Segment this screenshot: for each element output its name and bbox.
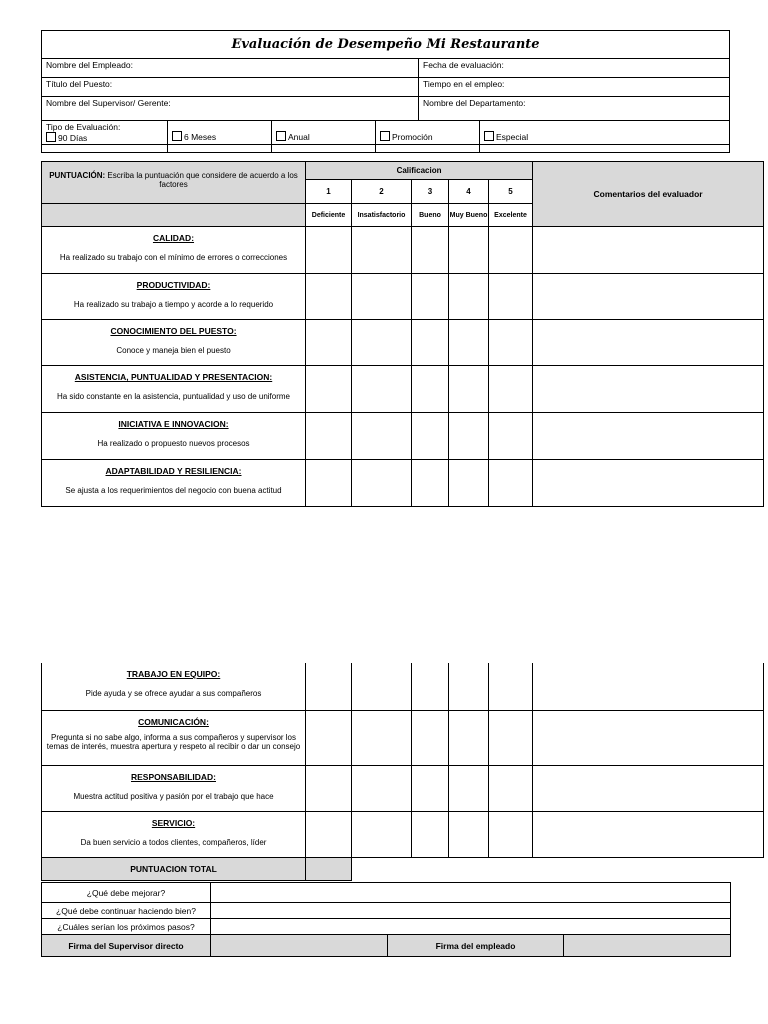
checkbox-90-days[interactable]	[46, 132, 56, 142]
criteria-name: TRABAJO EN EQUIPO:	[126, 669, 221, 679]
checkbox-promotion[interactable]	[380, 131, 390, 141]
criteria-description: Da buen servicio a todos clientes, compañeros, líder	[80, 837, 267, 847]
rating-cell-1[interactable]	[306, 227, 352, 274]
rating-cell-2[interactable]	[352, 765, 412, 811]
checkbox-special[interactable]	[484, 131, 494, 141]
criteria-cell	[42, 227, 306, 274]
criteria-row	[42, 710, 764, 765]
criteria-name: INICIATIVA E INNOVACION:	[118, 419, 229, 429]
rating-cell-1[interactable]	[306, 811, 352, 857]
criteria-name: CONOCIMIENTO DEL PUESTO:	[110, 326, 237, 336]
rating-cell-3[interactable]	[412, 460, 449, 507]
question-label: ¿Qué debe mejorar?	[42, 883, 211, 903]
criteria-description: Muestra actitud positiva y pasión por el trabajo que hace	[73, 791, 274, 801]
eval-type-6-months: 6 Meses	[184, 132, 217, 142]
criteria-name: SERVICIO:	[151, 817, 196, 828]
comments-cell[interactable]	[533, 227, 764, 274]
rating-cell-4[interactable]	[449, 366, 489, 413]
employee-name-field[interactable]: Nombre del Empleado:	[42, 59, 419, 78]
rating-cell-3[interactable]	[412, 811, 449, 857]
rating-cell-3[interactable]	[412, 274, 449, 320]
grid-blank-header	[42, 204, 306, 227]
criteria-description: Conoce y maneja bien el puesto	[116, 346, 231, 355]
rating-cell-4[interactable]	[449, 765, 489, 811]
score-instructions-text: Escriba la puntuación que considere de acuerdo a los factores	[105, 171, 298, 189]
criteria-cell	[42, 274, 306, 320]
rating-cell-5[interactable]	[489, 710, 533, 765]
rating-cell-1[interactable]	[306, 663, 352, 710]
comments-cell[interactable]	[533, 765, 764, 811]
criteria-name: ASISTENCIA, PUNTUALIDAD Y PRESENTACION:	[74, 372, 273, 382]
criteria-description: Se ajusta a los requerimientos del negocio con buena actitud	[65, 486, 282, 495]
criteria-name: COMUNICACIÓN:	[138, 716, 209, 727]
criteria-name: PRODUCTIVIDAD:	[136, 280, 211, 290]
rating-cell-1[interactable]	[306, 765, 352, 811]
rating-cell-4[interactable]	[449, 710, 489, 765]
rating-name-5: Excelente	[489, 204, 533, 227]
comments-cell[interactable]	[533, 413, 764, 460]
rating-name-1: Deficiente	[306, 204, 352, 227]
criteria-rows-2	[42, 663, 764, 857]
rating-cell-3[interactable]	[412, 765, 449, 811]
comments-cell[interactable]	[533, 320, 764, 366]
checkbox-6-months[interactable]	[172, 131, 182, 141]
criteria-name: ADAPTABILIDAD Y RESILIENCIA:	[105, 466, 242, 476]
eval-type-cell	[42, 121, 168, 145]
questions-table	[41, 882, 731, 957]
supervisor-signature-label: Firma del Supervisor directo	[42, 935, 211, 957]
rating-cell-2[interactable]	[352, 710, 412, 765]
rating-cell-4[interactable]	[449, 413, 489, 460]
rating-cell-5[interactable]	[489, 460, 533, 507]
criteria-row	[42, 460, 764, 507]
question-answer-field[interactable]	[211, 883, 731, 903]
question-answer-field[interactable]	[211, 903, 731, 919]
rating-cell-3[interactable]	[412, 663, 449, 710]
criteria-description: Pide ayuda y se ofrece ayudar a sus compañeros	[85, 689, 262, 698]
eval-date-field[interactable]: Fecha de evaluación:	[419, 59, 730, 78]
criteria-name: RESPONSABILIDAD:	[130, 771, 216, 782]
comments-cell[interactable]	[533, 460, 764, 507]
rating-cell-4[interactable]	[449, 320, 489, 366]
rating-name-4: Muy Bueno	[449, 204, 489, 227]
eval-type-cell	[376, 121, 480, 145]
criteria-cell	[42, 460, 306, 507]
supervisor-name-field[interactable]: Nombre del Supervisor/ Gerente:	[42, 97, 419, 121]
rating-cell-1[interactable]	[306, 274, 352, 320]
rating-cell-2[interactable]	[352, 811, 412, 857]
criteria-row	[42, 274, 764, 320]
time-in-job-field[interactable]: Tiempo en el empleo:	[419, 78, 730, 97]
rating-cell-2[interactable]	[352, 663, 412, 710]
comments-cell[interactable]	[533, 710, 764, 765]
criteria-description: Pregunta si no sabe algo, informa a sus compañeros y supervisor los temas de interés, muestra apertura y respeto al recibir o dar un consejo	[46, 732, 301, 751]
rating-number-1: 1	[306, 180, 352, 204]
rating-cell-4[interactable]	[449, 460, 489, 507]
rating-name-3: Bueno	[412, 204, 449, 227]
question-label: ¿Qué debe continuar haciendo bien?	[42, 903, 211, 919]
eval-type-cell	[272, 121, 376, 145]
criteria-description: Ha sido constante en la asistencia, puntualidad y uso de uniforme	[56, 392, 291, 401]
rating-cell-4[interactable]	[449, 663, 489, 710]
total-score-label: PUNTUACION TOTAL	[42, 857, 306, 880]
rating-cell-2[interactable]	[352, 227, 412, 274]
rating-number-3: 3	[412, 180, 449, 204]
criteria-row	[42, 413, 764, 460]
department-name-field[interactable]: Nombre del Departamento:	[419, 97, 730, 121]
employee-signature-field[interactable]	[564, 935, 731, 957]
rating-cell-3[interactable]	[412, 366, 449, 413]
eval-type-special: Especial	[496, 132, 529, 142]
employee-info-table	[41, 30, 730, 153]
criteria-row	[42, 663, 764, 710]
rating-cell-5[interactable]	[489, 274, 533, 320]
criteria-description: Ha realizado su trabajo con el mínimo de errores o correcciones	[59, 253, 288, 262]
rating-cell-4[interactable]	[449, 227, 489, 274]
criteria-rows-1	[42, 227, 764, 507]
question-answer-field[interactable]	[211, 919, 731, 935]
rating-cell-1[interactable]	[306, 413, 352, 460]
rating-cell-3[interactable]	[412, 320, 449, 366]
rating-header: Calificacion	[306, 162, 533, 180]
spacer-cell	[272, 145, 376, 153]
criteria-row	[42, 765, 764, 811]
eval-type-label: Tipo de Evaluación:	[46, 122, 121, 132]
eval-type-promotion: Promoción	[392, 132, 433, 142]
rating-cell-5[interactable]	[489, 413, 533, 460]
rating-cell-1[interactable]	[306, 366, 352, 413]
comments-cell[interactable]	[533, 811, 764, 857]
rating-cell-2[interactable]	[352, 413, 412, 460]
rating-name-2: Insatisfactorio	[352, 204, 412, 227]
criteria-cell	[42, 710, 306, 765]
rating-cell-2[interactable]	[352, 366, 412, 413]
rating-cell-1[interactable]	[306, 710, 352, 765]
rating-cell-5[interactable]	[489, 663, 533, 710]
criteria-cell	[42, 366, 306, 413]
rating-cell-2[interactable]	[352, 460, 412, 507]
blank-area	[352, 857, 764, 880]
criteria-cell	[42, 811, 306, 857]
total-score-cell[interactable]	[306, 857, 352, 880]
supervisor-signature-field[interactable]	[211, 935, 388, 957]
rating-cell-5[interactable]	[489, 811, 533, 857]
spacer-cell	[168, 145, 272, 153]
rating-cell-1[interactable]	[306, 320, 352, 366]
form-title: Evaluación de Desempeño Mi Restaurante	[42, 31, 730, 59]
eval-type-90-days: 90 Días	[58, 133, 88, 143]
spacer-cell	[376, 145, 480, 153]
question-label: ¿Cuáles serían los próximos pasos?	[42, 919, 211, 935]
rating-cell-4[interactable]	[449, 811, 489, 857]
rating-cell-2[interactable]	[352, 320, 412, 366]
rating-cell-5[interactable]	[489, 366, 533, 413]
comments-cell[interactable]	[533, 274, 764, 320]
employee-signature-label: Firma del empleado	[388, 935, 564, 957]
criteria-cell	[42, 320, 306, 366]
criteria-row	[42, 811, 764, 857]
criteria-description: Ha realizado su trabajo a tiempo y acorde a lo requerido	[73, 300, 274, 309]
eval-type-annual: Anual	[288, 132, 310, 142]
score-instructions	[42, 162, 306, 204]
comments-cell[interactable]	[533, 366, 764, 413]
rating-cell-2[interactable]	[352, 274, 412, 320]
eval-type-cell	[480, 121, 730, 145]
criteria-grid-2	[41, 663, 764, 881]
score-label: PUNTUACIÓN:	[49, 171, 106, 180]
spacer-cell	[42, 145, 168, 153]
criteria-cell	[42, 765, 306, 811]
spacer-cell	[480, 145, 730, 153]
criteria-row	[42, 320, 764, 366]
criteria-name: CALIDAD:	[152, 233, 195, 243]
rating-cell-5[interactable]	[489, 320, 533, 366]
rating-cell-3[interactable]	[412, 227, 449, 274]
criteria-cell	[42, 663, 306, 710]
criteria-row	[42, 366, 764, 413]
rating-cell-5[interactable]	[489, 227, 533, 274]
rating-cell-3[interactable]	[412, 413, 449, 460]
comments-cell[interactable]	[533, 663, 764, 710]
rating-cell-4[interactable]	[449, 274, 489, 320]
rating-number-5: 5	[489, 180, 533, 204]
job-title-field[interactable]: Título del Puesto:	[42, 78, 419, 97]
rating-cell-1[interactable]	[306, 460, 352, 507]
rating-number-2: 2	[352, 180, 412, 204]
comments-header: Comentarios del evaluador	[533, 162, 764, 227]
rating-number-4: 4	[449, 180, 489, 204]
criteria-description: Ha realizado o propuesto nuevos procesos	[97, 439, 250, 448]
criteria-row	[42, 227, 764, 274]
rating-cell-5[interactable]	[489, 765, 533, 811]
rating-cell-3[interactable]	[412, 710, 449, 765]
eval-type-cell	[168, 121, 272, 145]
checkbox-annual[interactable]	[276, 131, 286, 141]
criteria-grid-1	[41, 161, 764, 507]
criteria-cell	[42, 413, 306, 460]
